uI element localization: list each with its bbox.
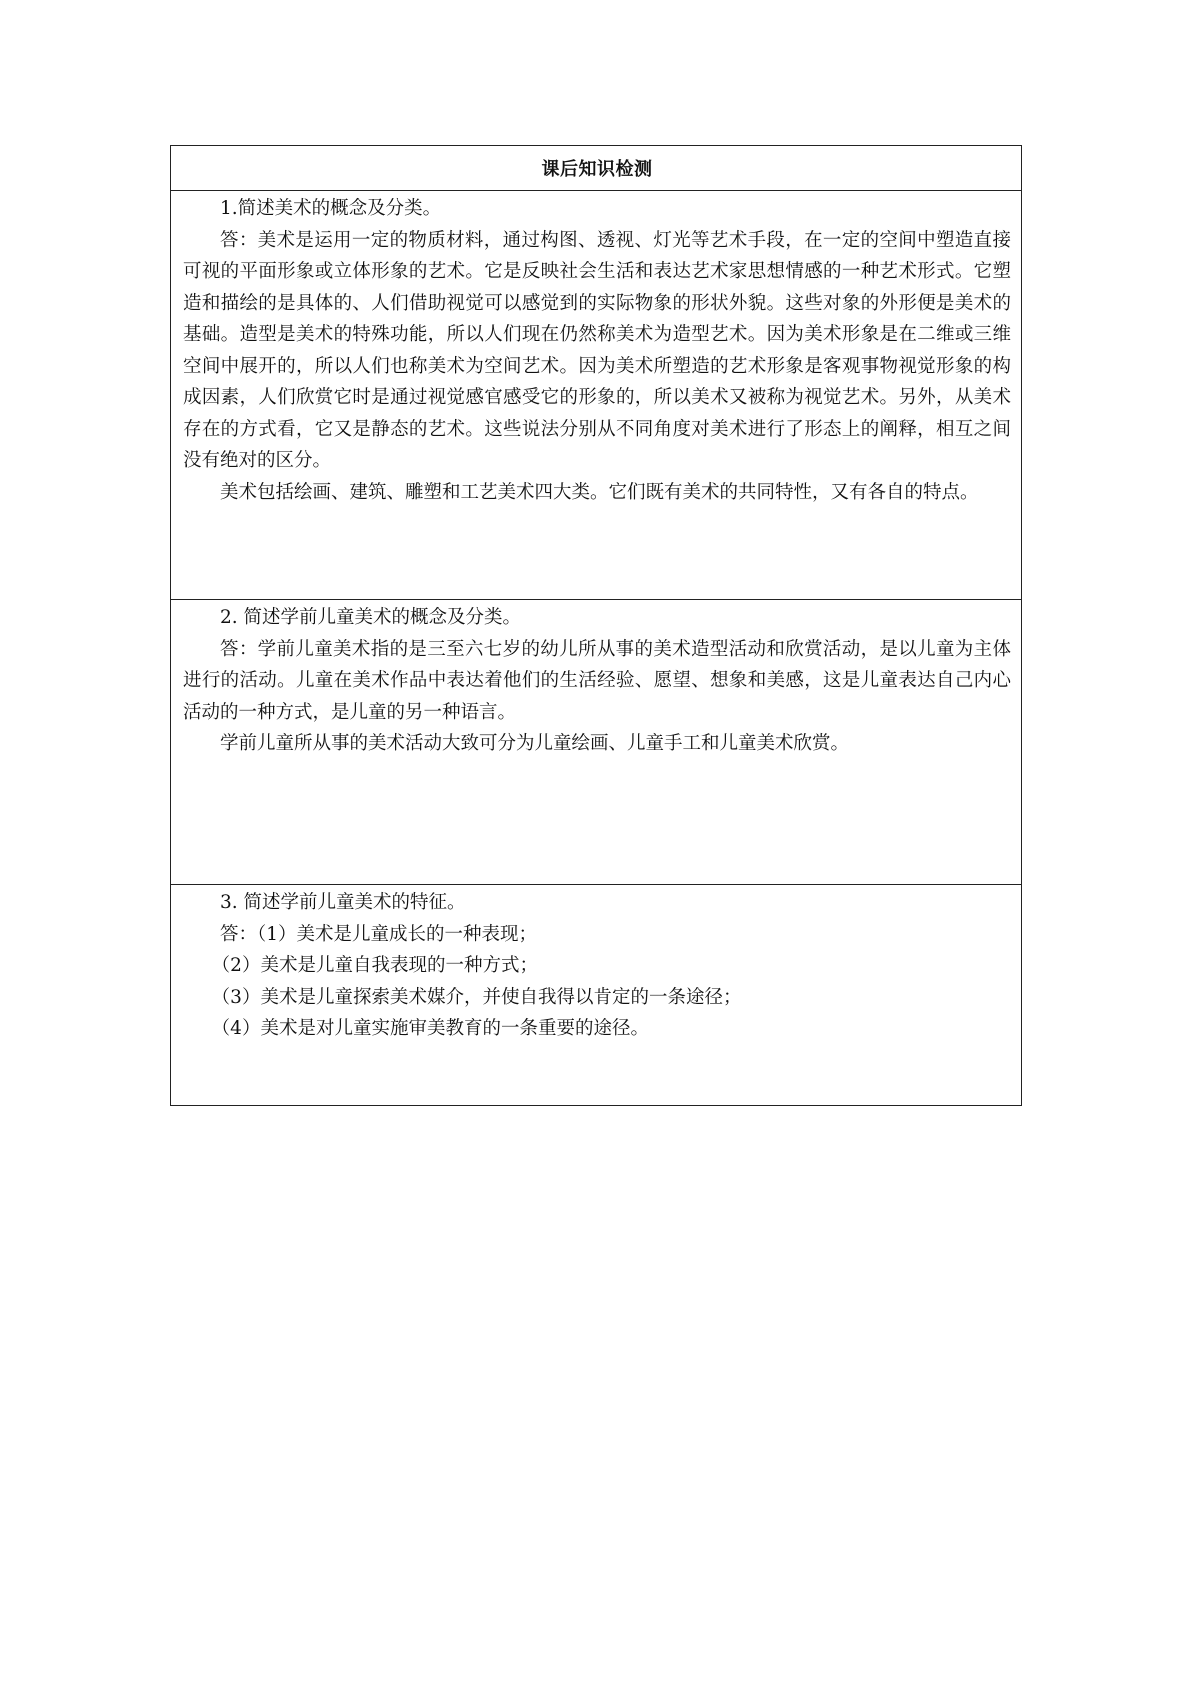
question-cell-2 [171, 600, 1022, 885]
document-page [170, 145, 1022, 1106]
question-row-3 [171, 885, 1022, 1106]
table-title: 课后知识检测 [171, 146, 1022, 191]
question-2-text: 2. 简述学前儿童美术的概念及分类。 [220, 607, 522, 628]
quiz-table [170, 145, 1022, 1106]
question-row-1 [171, 191, 1022, 600]
question-cell-3 [171, 885, 1022, 1106]
question-3-text: 3. 简述学前儿童美术的特征。 [220, 892, 466, 913]
answer-2-paragraph-2: 学前儿童所从事的美术活动大致可分为儿童绘画、儿童手工和儿童美术欣赏。 [220, 733, 850, 754]
question-cell-1 [171, 191, 1022, 600]
question-1-text: 1.简述美术的概念及分类。 [220, 198, 442, 219]
answer-3-item-3: （3）美术是儿童探索美术媒介，并使自我得以肯定的一条途径； [211, 986, 742, 1008]
answer-2-paragraph-1: 答：学前儿童美术指的是三至六七岁的幼儿所从事的美术造型活动和欣赏活动，是以儿童为主体进行的活动。儿童在美术作品中表达着他们的生活经验、愿望、想象和美感，这是儿童表达自己内心活动的一种方式，是儿童的另一种语言。 [183, 638, 1011, 723]
question-row-2 [171, 600, 1022, 885]
header-row [171, 146, 1022, 191]
answer-1-paragraph-1: 答：美术是运用一定的物质材料，通过构图、透视、灯光等艺术手段，在一定的空间中塑造直接可视的平面形象或立体形象的艺术。它是反映社会生活和表达艺术家思想情感的一种艺术形式。它塑造和描绘的是具体的、人们借助视觉可以感觉到的实际物象的形状外貌。这些对象的外形便是美术的基础。造型是美术的特殊功能，所以人们现在仍然称美术为造型艺术。因为美术形象是在二维或三维空间中展开的，所以人们也称美术为空间艺术。因为美术所塑造的艺术形象是客观事物视觉形象的构成因素，人们欣赏它时是通过视觉感官感受它的形象的，所以美术又被称为视觉艺术。另外，从美术存在的方式看，它又是静态的艺术。这些说法分别从不同角度对美术进行了形态上的阐释，相互之间没有绝对的区分。 [183, 229, 1011, 471]
answer-3-item-1: 答：（1）美术是儿童成长的一种表现； [220, 923, 538, 945]
answer-3-item-2: （2）美术是儿童自我表现的一种方式； [211, 955, 538, 976]
answer-3-item-4: （4）美术是对儿童实施审美教育的一条重要的途径。 [211, 1018, 649, 1039]
answer-1-paragraph-2: 美术包括绘画、建筑、雕塑和工艺美术四大类。它们既有美术的共同特性，又有各自的特点。 [220, 481, 979, 503]
